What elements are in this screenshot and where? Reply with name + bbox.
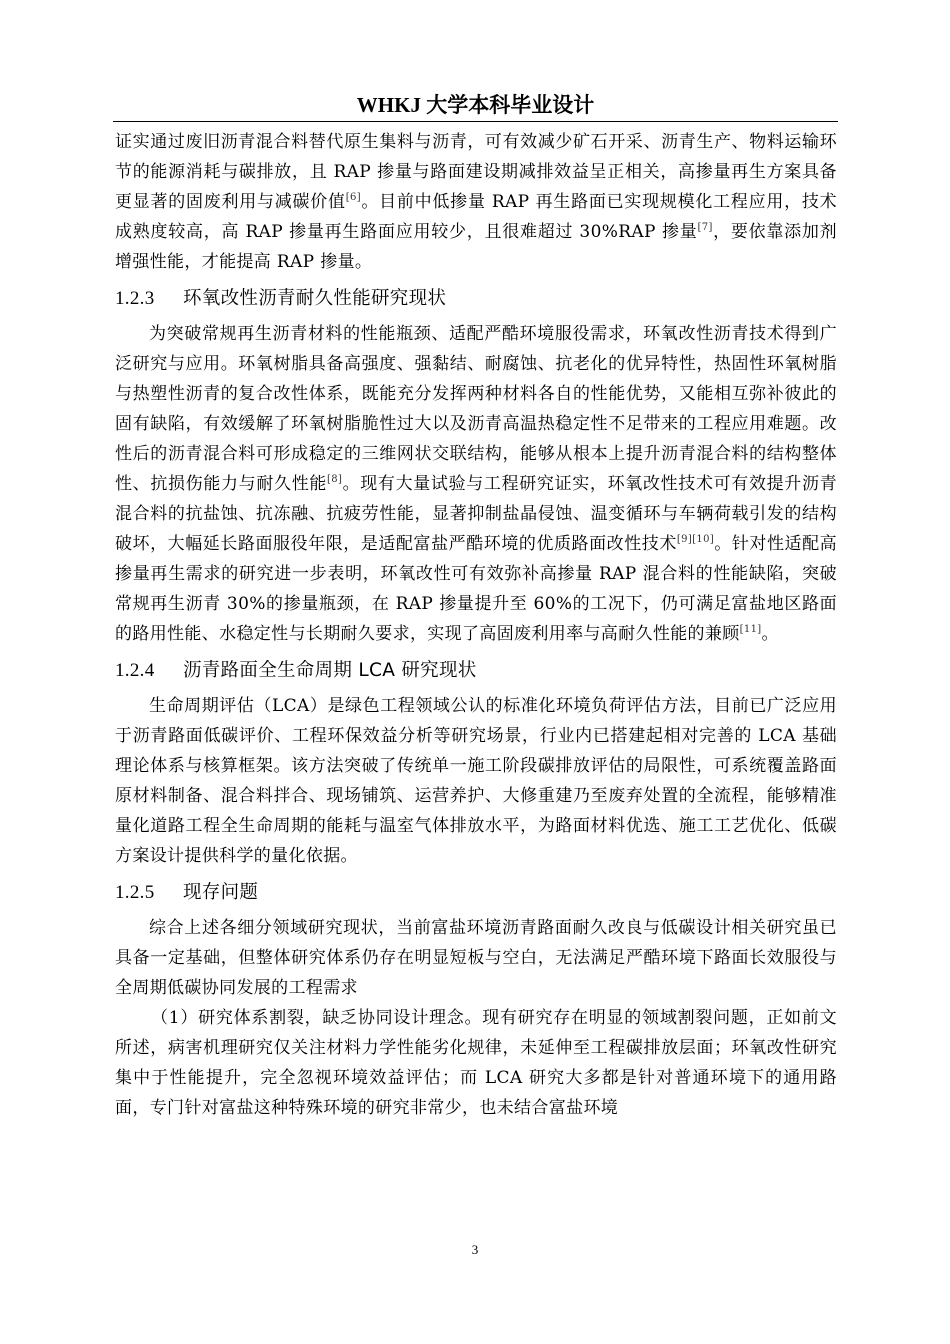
text-run: （1）研究体系割裂，缺乏协同设计理念。现有研究存在明显的领域割裂问题，正如前文所述，病害机理研究仅关注材料力学性能劣化规律，未延伸至工程碳排放层面；环氧改性研究集中于性能提升，完全忽视环境效益评估；而 LCA 研究大多都是针对普通环境下的通用路面，专门针对富盐这种特殊环境的研究非常少，也未结合富盐环境 xyxy=(115,1008,837,1118)
citation-marker: [8] xyxy=(327,474,343,485)
citation-marker: [11] xyxy=(739,624,762,635)
section-heading xyxy=(115,659,837,683)
document-body xyxy=(115,127,837,1123)
text-run: 。目前中低掺量 RAP 再生路面已实现规模化工程应用，技术成熟度较高，高 RAP 掺量再生路面应用较少，且很难超过 30%RAP 掺量 xyxy=(115,192,837,242)
citation-marker: [7] xyxy=(697,222,713,233)
text-run: 综合上述各细分领域研究现状，当前富盐环境沥青路面耐久改良与低碳设计相关研究虽已具备一定基础，但整体研究体系仍存在明显短板与空白，无法满足严酷环境下路面长效服役与全周期低碳协同发展的工程需求 xyxy=(115,918,837,998)
text-run: 为突破常规再生沥青材料的性能瓶颈、适配严酷环境服役需求，环氧改性沥青技术得到广泛研究与应用。环氧树脂具备高强度、强黏结、耐腐蚀、抗老化的优异特性，热固性环氧树脂与热塑性沥青的复合改性体系，既能充分发挥两种材料各自的性能优势，又能相互弥补彼此的固有缺陷，有效缓解了环氧树脂脆性过大以及沥青高温热稳定性不足带来的工程应用难题。改性后的沥青混合料可形成稳定的三维网状交联结构，能够从根本上提升沥青混合料的结构整体性、抗损伤能力与耐久性能 xyxy=(115,324,837,494)
body-paragraph xyxy=(115,319,837,649)
body-paragraph xyxy=(115,127,837,277)
section-heading xyxy=(115,881,837,905)
section-heading xyxy=(115,287,837,311)
section-number: 1.2.4 xyxy=(115,660,155,681)
text-run: 生命周期评估（LCA）是绿色工程领域公认的标准化环境负荷评估方法，目前已广泛应用于沥青路面低碳评价、工程环保效益分析等研究场景，行业内已搭建起相对完善的 LCA 基础理论体系与核算框架。该方法突破了传统单一施工阶段碳排放评估的局限性，可系统覆盖路面原材料制备、混合料拌合、现场铺筑、运营养护、大修重建乃至废弃处置的全流程，能够精准量化道路工程全生命周期的能耗与温室气体排放水平，为路面材料优选、施工工艺优化、低碳方案设计提供科学的量化依据。 xyxy=(115,696,837,866)
text-run: 。 xyxy=(761,624,779,644)
text-run: ，要依靠添加剂增强性能，才能提高 RAP 掺量。 xyxy=(115,222,838,272)
section-number: 1.2.3 xyxy=(115,288,155,309)
header-rule xyxy=(113,121,838,122)
text-run: 。现有大量试验与工程研究证实，环氧改性技术可有效提升沥青混合料的抗盐蚀、抗冻融、抗疲劳性能，显著抑制盐晶侵蚀、温变循环与车辆荷载引发的结构破坏，大幅延长路面服役年限，是适配富盐严酷环境的优质路面改性技术 xyxy=(115,474,837,554)
page-header: WHKJ 大学本科毕业设计 xyxy=(356,93,595,117)
body-paragraph xyxy=(115,913,837,1003)
citation-marker: [9][10] xyxy=(676,534,715,545)
text-run: 证实通过废旧沥青混合料替代原生集料与沥青，可有效减少矿石开采、沥青生产、物料运输环节的能源消耗与碳排放，且 RAP 掺量与路面建设期减排效益呈正相关，高掺量再生方案具备更显著的固废利用与减碳价值 xyxy=(115,132,837,212)
text-run: 。针对性适配高掺量再生需求的研究进一步表明，环氧改性可有效弥补高掺量 RAP 混合料的性能缺陷，突破常规再生沥青 30%的掺量瓶颈，在 RAP 掺量提升至 60%的工况下，仍可满足富盐地区路面的路用性能、水稳定性与长期耐久要求，实现了高固废利用率与高耐久性能的兼顾 xyxy=(115,534,837,644)
list-paragraph xyxy=(115,1003,837,1123)
page-number: 3 xyxy=(471,1242,479,1257)
section-title: 环氧改性沥青耐久性能研究现状 xyxy=(183,288,447,309)
body-paragraph xyxy=(115,691,837,871)
section-number: 1.2.5 xyxy=(115,882,155,903)
section-title: 现存问题 xyxy=(183,882,259,903)
citation-marker: [6] xyxy=(345,192,362,203)
section-title: 沥青路面全生命周期 LCA 研究现状 xyxy=(183,660,477,681)
